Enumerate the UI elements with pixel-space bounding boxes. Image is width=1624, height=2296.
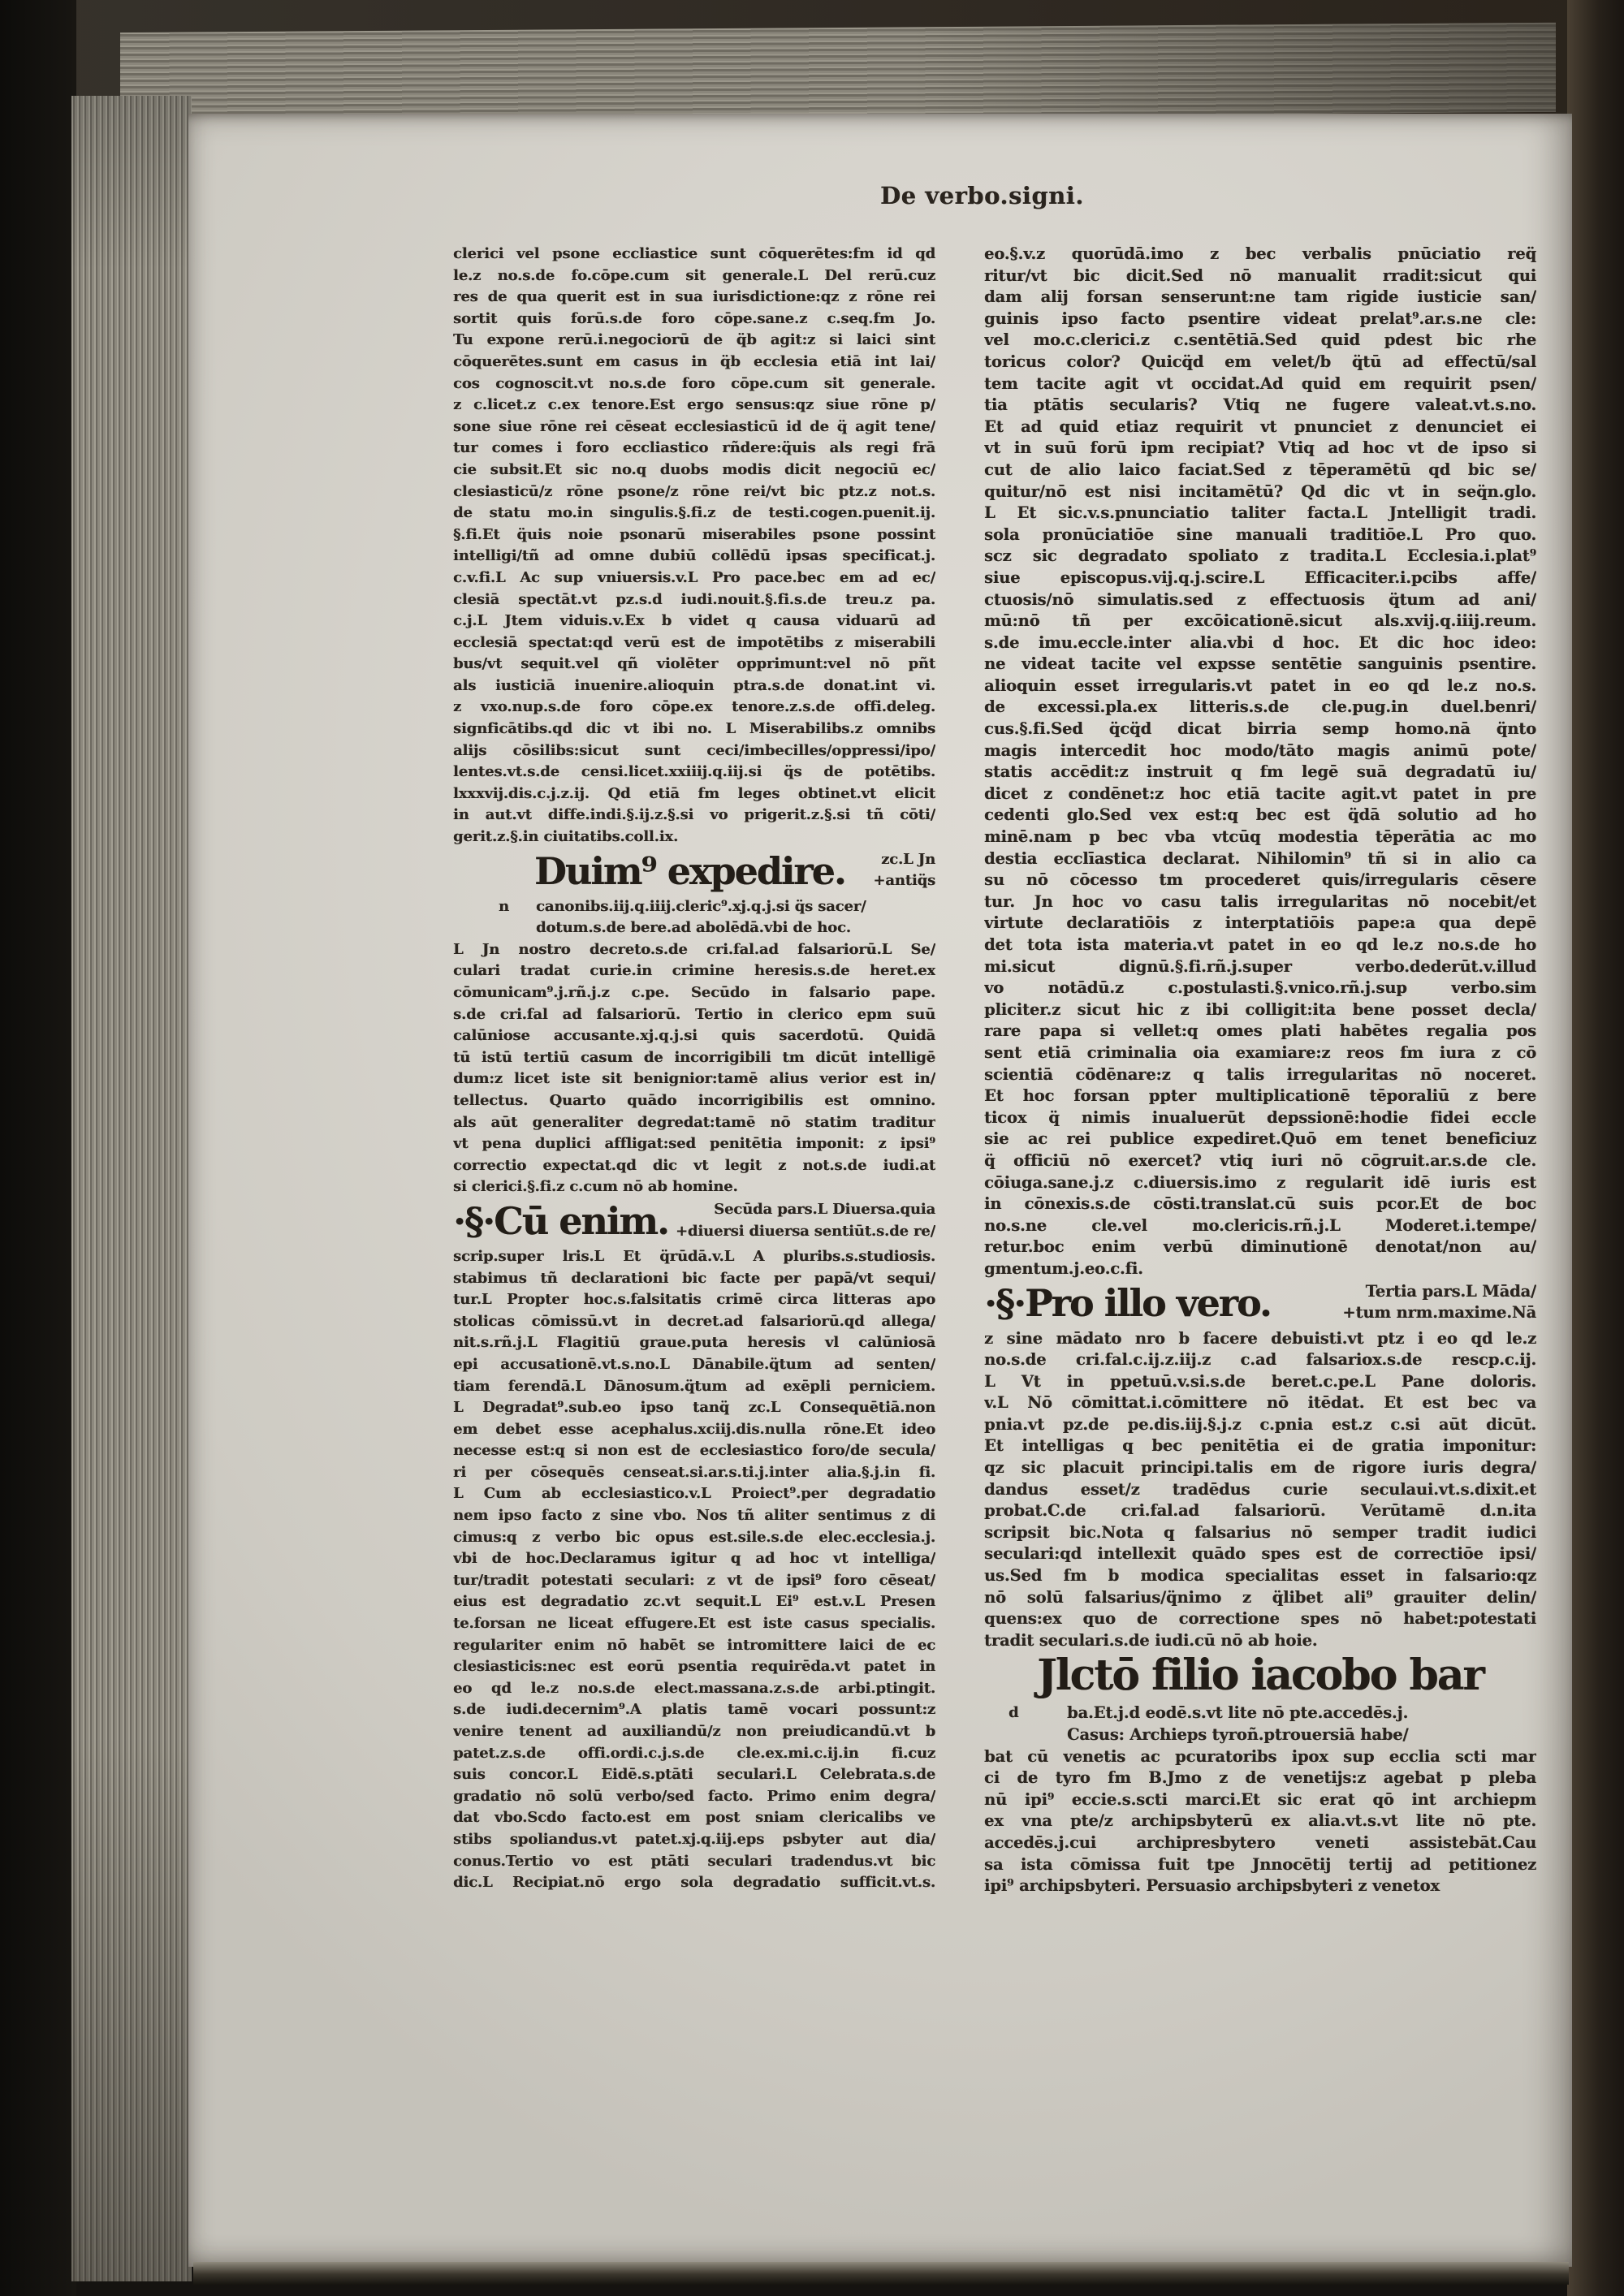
- text-line: tur. Jn hoc vo casu talis irregularitas nō nocebit/et: [984, 891, 1536, 911]
- text-line: epi accusationē.vt.s.no.L Dānabile.q̈tum ad senten/: [453, 1355, 935, 1373]
- text-line: tur comes i foro eccliastico rñdere:q̈uis als regi frā: [453, 439, 935, 457]
- text-line: z sine mādato nro b facere debuisti.vt ptz i eo qd le.z: [984, 1328, 1536, 1348]
- heading-side-line: zc.L Jn: [881, 850, 935, 868]
- heading-side-line: Tertia pars.L Māda/: [1365, 1281, 1536, 1301]
- text-line: calūniose accusante.xj.q.j.si quis sacerdotū. Quidā: [453, 1027, 935, 1045]
- text-line: retur.boc enim verbū diminutionē denotat/non au/: [984, 1237, 1536, 1257]
- text-line: lentes.vt.s.de censi.licet.xxiiij.q.iij.si q̈s de potētibs.: [453, 763, 935, 781]
- text-line: nem ipso facto z sine vbo. Nos tñ aliter sentimus z di: [453, 1507, 935, 1525]
- text-line: lxxxvij.dis.c.j.z.ij. Qd etiā fm leges obtinet.vt elicit: [453, 784, 935, 802]
- text-line: tem tacite agit vt occidat.Ad quid em requirit psen/: [984, 373, 1536, 393]
- text-line: su nō cōcesso tm procederet quis/irregularis cēsere: [984, 870, 1536, 890]
- text-line: ex vna pte/z archipsbyterū ex alia.vt.s.vt lite nō pte.: [984, 1811, 1536, 1831]
- heading-side-note: [676, 1199, 935, 1242]
- text-line: rare papa si vellet:q omes plati habētes regalia pos: [984, 1021, 1536, 1041]
- text-line: vt in suū forū ipm recipiat? Vtiq ad hoc vt de ipso si: [984, 438, 1536, 458]
- text-line: virtute declaratiōis z interptatiōis pape:a qua depē: [984, 913, 1536, 933]
- text-line: Tu expone rerū.i.negociorū de q̈b agit:z si laici sint: [453, 331, 935, 349]
- text-line: cimus:q z verbo bic opus est.sile.s.de elec.ecclesia.j.: [453, 1528, 935, 1546]
- text-line: vel mo.c.clerici.z c.sentētiā.Sed quid pdest bic rhe: [984, 330, 1536, 350]
- paragraph: [984, 244, 1536, 1280]
- text-line: signficātibs.qd dic vt ibi no. L Miserabilibs.z omnibs: [453, 720, 935, 738]
- text-line: no.s.de cri.fal.c.ij.z.iij.z c.ad falsariox.s.de rescp.c.ij.: [984, 1350, 1536, 1370]
- text-line: ecclesiā spectat:qd verū est de impotētibs z miserabili: [453, 633, 935, 651]
- section-heading-text: ·§·Cū enim.: [453, 1198, 669, 1243]
- text-line: bus/vt sequit.vel qñ violēter opprimunt:vel nō pñt: [453, 655, 935, 673]
- page-edges-bottom: [193, 2262, 1569, 2285]
- text-line: culari tradat curie.in crimine heresis.s.de heret.ex: [453, 962, 935, 980]
- text-line: stolicas cōmissū.vt in decret.ad falsariorū.qd allega/: [453, 1312, 935, 1330]
- text-line: tia ptātis secularis? Vtiq ne fugere valeat.vt.s.no.: [984, 395, 1536, 415]
- page-edges-left: [71, 96, 192, 2281]
- text-line: dandus esset/z tradēdus curie seculaui.vt.s.dixit.et: [984, 1479, 1536, 1499]
- text-line: tur/tradit potestati seculari: z vt de ipsi⁹ foro cēseat/: [453, 1571, 935, 1589]
- text-line: mū:nō tñ per excōicationē.sicut als.xvij.q.iiij.reum.: [984, 611, 1536, 631]
- text-line: stabimus tñ declarationi bic facte per papā/vt sequi/: [453, 1269, 935, 1287]
- text-line: dotum.s.de bere.ad abolēdā.vbi de hoc.: [536, 919, 851, 937]
- text-line: eo qd le.z no.s.de elect.massana.z.s.de arbi.ptingit.: [453, 1679, 935, 1697]
- text-line: alijs cōsilibs:sicut sunt ceci/imbecilles/oppressi/ipo/: [453, 741, 935, 759]
- text-line: scrip.super lris.L Et q̈rūdā.v.L A pluribs.s.studiosis.: [453, 1247, 935, 1265]
- text-line: dum:z licet iste sit benignior:tamē alius verior est in/: [453, 1070, 935, 1088]
- text-line: res de qua querit est in sua iurisdictione:qz z rōne rei: [453, 288, 935, 306]
- text-line: intelligi/tñ ad omne dubiū collēdū ipsas specificat.j.: [453, 547, 935, 565]
- text-line: sone siue rōne rei cēseat ecclesiasticū id de q̈ agit tene/: [453, 417, 935, 435]
- text-line: gmentum.j.eo.c.fi.: [984, 1258, 1143, 1278]
- text-line: cōmunicam⁹.j.rñ.j.z c.pe. Secūdo in falsario pape.: [453, 984, 935, 1001]
- section-heading-text: Jlctō filio iacobo bar: [1037, 1652, 1484, 1701]
- background-right: [1567, 0, 1624, 2296]
- paragraph: [453, 244, 935, 848]
- text-line: si clerici.§.fi.z c.cum nō ab homine.: [453, 1178, 738, 1196]
- text-line: te.forsan ne liceat effugere.Et est iste casus specialis.: [453, 1615, 935, 1633]
- text-line: suis concor.L Eidē.s.ptāti seculari.L Celebrata.s.de: [453, 1766, 935, 1784]
- text-line: L Et sic.v.s.pnunciatio taliter facta.L Jntelligit tradi.: [984, 503, 1536, 523]
- text-line: eo.§.v.z quorūdā.imo z bec verbalis pnūciatio req̈: [984, 244, 1536, 263]
- text-line: scripsit bic.Nota q falsarius nō semper tradit iudici: [984, 1522, 1536, 1542]
- text-line: toricus color? Quicq̈d em velet/b q̈tū ad effectū/sal: [984, 352, 1536, 371]
- text-line: probat.C.de cri.fal.ad falsariorū. Verūtamē d.n.ita: [984, 1501, 1536, 1521]
- text-line: cōquerētes.sunt em casus in q̈b ecclesia etiā int lai/: [453, 352, 935, 370]
- section-heading: [453, 1199, 935, 1245]
- column-left: [453, 244, 935, 1894]
- text-line: tiam ferendā.L Dānosum.q̈tum ad exēpli perniciem.: [453, 1377, 935, 1395]
- running-title: De verbo.signi.: [880, 182, 1084, 209]
- paragraph: [984, 1328, 1536, 1652]
- text-line: bat cū venetis ac pcuratoribs ipox sup ecclia scti mar: [984, 1746, 1536, 1766]
- text-line: L Vt in ppetuū.v.si.s.de beret.c.pe.L Pane doloris.: [984, 1371, 1536, 1391]
- text-line: in cōnexis.s.de cōsti.translat.cū suis pcor.Et de boc: [984, 1194, 1536, 1214]
- text-line: ticox q̈ nimis inualuerūt depssionē:hodie fidei eccle: [984, 1107, 1536, 1127]
- text-line: tellectus. Quarto quādo incorrigibilis est omnino.: [453, 1091, 935, 1109]
- text-line: us.Sed fm b modica specialitas esset in falsario:qz: [984, 1566, 1536, 1586]
- text-line: correctio expectat.qd dic vt legit z not.s.de iudi.at: [453, 1156, 935, 1174]
- text-line: det tota ista materia.vt patet in eo qd le.z no.s.de ho: [984, 935, 1536, 954]
- text-line: Casus: Archieps tyroñ.ptrouersiā habe/: [1067, 1725, 1409, 1744]
- text-line: nū ipi⁹ eccie.s.scti marci.Et sic erat qō int archiepm: [984, 1789, 1536, 1809]
- paragraph: [453, 1246, 935, 1894]
- text-line: L Cum ab ecclesiastico.v.L Proiect⁹.per degradatio: [453, 1485, 935, 1503]
- text-line: le.z no.s.de fo.cōpe.cum sit generale.L Del rerū.cuz: [453, 266, 935, 284]
- text-line: necesse est:q si non est de ecclesiastico foro/de secula/: [453, 1442, 935, 1460]
- text-line: vo notādū.z c.postulasti.§.vnico.rñ.j.sup verbo.sim: [984, 978, 1536, 998]
- text-line: magis intercedit hoc modo/tāto magis animū pote/: [984, 740, 1536, 760]
- text-line: gerit.z.§.in ciuitatibs.coll.ix.: [453, 828, 679, 846]
- text-line: dat vbo.Scdo facto.est em post sniam clericalibs ve: [453, 1809, 935, 1827]
- text-line: clesiasticis:nec est eorū psentia requirēda.vt patet in: [453, 1658, 935, 1676]
- text-line: dicet z condēnet:z hoc etiā tacite agit.vt patet in pre: [984, 783, 1536, 803]
- heading-side-line: +antiq̈s: [873, 872, 935, 890]
- text-line: siue episcopus.vij.q.j.scire.L Efficaciter.i.pcibs affe/: [984, 568, 1536, 587]
- text-line: venire tenent ad auxiliandū/z non preiudicandū.vt b: [453, 1723, 935, 1740]
- text-line: no.s.ne cle.vel mo.clericis.rñ.j.L Moderet.i.tempe/: [984, 1215, 1536, 1235]
- text-line: clesiā spectāt.vt pz.s.d iudi.nouit.§.fi.s.de treu.z pa.: [453, 590, 935, 608]
- text-line: ci de tyro fm B.Jmo z de venetijs:z agebat p pleba: [984, 1768, 1536, 1788]
- text-line: pnia.vt pz.de pe.dis.iij.§.j.z c.pnia est.z c.si aūt dicūt.: [984, 1414, 1536, 1434]
- text-line: tū istū tertiū casum de incorrigibili tm dicūt intelligē: [453, 1048, 935, 1066]
- text-line: s.de cri.fal ad falsariorū. Tertio in clerico epm suū: [453, 1005, 935, 1023]
- text-line: qz sic placuit principi.talis em de rigore iuris degra/: [984, 1458, 1536, 1478]
- text-line: ri per cōsequēs censeat.si.ar.s.ti.j.inter alia.§.j.in fi.: [453, 1463, 935, 1481]
- text-line: seculari:qd intellexit quādo spes est de correctiōe ipsi/: [984, 1544, 1536, 1564]
- text-line: guinis ipso facto psentire videat prelat⁹.ar.s.ne cle:: [984, 309, 1536, 328]
- text-line: ritur/vt bic dicit.Sed nō manualit rradit:sicut qui: [984, 265, 1536, 285]
- section-heading-text: ·§·Pro illo vero.: [984, 1280, 1271, 1325]
- text-line: §.fi.Et q̈uis noie psonarū miserabiles psone possint: [453, 525, 935, 543]
- text-line: v.L Nō cōmittat.i.cōmittere nō itēdat. Et est bec va: [984, 1393, 1536, 1413]
- text-line: scz sic degradato spoliato z tradita.L Ecclesia.i.plat⁹: [984, 546, 1536, 566]
- text-line: Et hoc forsan ppter multiplicationē tēporaliū z bere: [984, 1086, 1536, 1106]
- text-line: accedēs.j.cui archipresbytero veneti assistebāt.Cau: [984, 1832, 1536, 1852]
- text-line: sent etiā criminalia oia examiare:z reos fm iura z cō: [984, 1042, 1536, 1062]
- text-line: cus.§.fi.Sed q̈cq̈d dicat birria semp homo.nā q̈nto: [984, 719, 1536, 739]
- heading-side-line: +tum nrm.maxime.Nā: [1342, 1303, 1536, 1323]
- text-line: in aut.vt diffe.indi.§.ij.z.§.si vo prigerit.z.§.si tñ cōti/: [453, 806, 935, 824]
- text-line: ba.Et.j.d eodē.s.vt lite nō pte.accedēs.j.: [1067, 1703, 1409, 1723]
- book-page: [188, 114, 1572, 2267]
- text-line: Et intelligas q bec penitētia ei de gratia imponitur:: [984, 1436, 1536, 1456]
- text-line: cos cognoscit.vt no.s.de foro cōpe.cum sit generale.: [453, 374, 935, 392]
- text-line: canonibs.iij.q.iiij.cleric⁹.xj.q.j.si q̈s sacer/: [536, 897, 866, 915]
- text-line: vbi de hoc.Declaramus igitur q ad hoc vt intelliga/: [453, 1550, 935, 1568]
- heading-side-note: [873, 849, 935, 892]
- text-line: de statu mo.in singulis.§.fi.z de testi.cogen.puenit.ij.: [453, 504, 935, 522]
- column-right: [984, 244, 1536, 1897]
- section-heading-text: Duim⁹ expedire.: [534, 848, 845, 893]
- text-line: tradit seculari.s.de iudi.cū nō ab hoie.: [984, 1630, 1318, 1650]
- text-line: clesiasticū/z rōne psone/z rōne rei/vt bic ptz.z not.s.: [453, 482, 935, 500]
- text-line: tur.L Propter hoc.s.falsitatis crimē circa litteras apo: [453, 1291, 935, 1309]
- text-line: quens:ex quo de correctione spes nō habet:potestati: [984, 1609, 1536, 1629]
- heading-side-note: [1342, 1281, 1536, 1324]
- text-line: alioquin esset irregularis.vt patet in eo qd le.z no.s.: [984, 675, 1536, 695]
- text-line: cie subsit.Et sic no.q duobs modis dicit negociū ec/: [453, 460, 935, 478]
- text-line: conus.Tertio vo est ptāti seculari tradendus.vt bic: [453, 1852, 935, 1870]
- text-line: cōiuga.sane.j.z c.diuersis.imo z regularit idē iuris est: [984, 1172, 1536, 1192]
- text-line: c.j.L Jtem viduis.v.Ex b videt q causa viduarū ad: [453, 612, 935, 630]
- text-line: nō solū falsarius/q̈nimo z q̈libet ali⁹ grauiter delin/: [984, 1587, 1536, 1607]
- text-line: Et ad quid etiaz requirit vt pnunciet z denunciet ei: [984, 416, 1536, 436]
- paragraph: [984, 1703, 1536, 1897]
- text-line: eius est degradatio zc.vt sequit.L Ei⁹ est.v.L Presen: [453, 1593, 935, 1611]
- text-line: clerici vel psone eccliastice sunt cōquerētes:fm id qd: [453, 245, 935, 262]
- text-line: z vxo.nup.s.de foro cōpe.ex tenore.z.s.de offi.deleg.: [453, 698, 935, 716]
- text-line: cut de alio laico faciat.Sed z tēperamētū qd bic se/: [984, 460, 1536, 479]
- text-line: sortit quis forū.s.de foro cōpe.sane.z c.seq.fm Jo.: [453, 309, 935, 327]
- text-line: regulariter enim nō habēt se intromittere laici de ec: [453, 1636, 935, 1654]
- text-line: sie ac rei publice expediret.Quō em tenet beneficiuz: [984, 1129, 1536, 1149]
- text-line: ctuosis/nō simulatis.sed z effectuosis q̈tum ad ani/: [984, 589, 1536, 609]
- text-line: stibs spoliandus.vt patet.xj.q.iij.eps psbyter aut dia/: [453, 1830, 935, 1848]
- heading-side-line: Secūda pars.L Diuersa.quia: [714, 1200, 935, 1218]
- text-line: pliciter.z sicut hic z ibi colligit:ita bene posset decla/: [984, 999, 1536, 1019]
- text-line: patet.z.s.de offi.ordi.c.j.s.de cle.ex.mi.c.ij.in fi.cuz: [453, 1744, 935, 1762]
- text-line: vt pena duplici affligat:sed penitētia imponit: z ipsi⁹: [453, 1135, 935, 1153]
- text-line: nit.s.rñ.j.L Flagitiū graue.puta heresis vl calūniosā: [453, 1334, 935, 1352]
- section-heading: [984, 1281, 1536, 1327]
- text-line: s.de iudi.decernim⁹.A platis tamē vocari possunt:z: [453, 1701, 935, 1719]
- text-line: cedenti glo.Sed vex est:q bec est q̈dā solutio ad ho: [984, 805, 1536, 825]
- text-line: als aūt generaliter degredat:tamē nō statim traditur: [453, 1113, 935, 1131]
- guide-letter: n: [499, 897, 510, 915]
- text-line: dic.L Recipiat.nō ergo sola degradatio sufficit.vt.s.: [453, 1874, 935, 1892]
- section-heading: [453, 849, 935, 895]
- text-line: scientiā cōdēnare:z q talis irregularitas nō noceret.: [984, 1064, 1536, 1084]
- text-line: destia ecclīastica declarat. Nihilomin⁹ tñ si in alio ca: [984, 848, 1536, 868]
- text-line: minē.nam p bec vba vtcūq modestia tēperātia ac mo: [984, 827, 1536, 847]
- text-line: ne videat tacite vel expsse sentētie sanguinis psentire.: [984, 654, 1536, 674]
- text-line: L Jn nostro decreto.s.de cri.fal.ad falsariorū.L Se/: [453, 940, 935, 958]
- text-line: c.v.fi.L Ac sup vniuersis.v.L Pro pace.bec em ad ec/: [453, 568, 935, 586]
- text-line: quitur/nō est nisi incitamētū? Qd dic vt in seq̈n.glo.: [984, 481, 1536, 501]
- text-line: sola pronūciatiōe sine manuali traditiōe.L Pro quo.: [984, 524, 1536, 544]
- page-edges-top: [120, 23, 1556, 122]
- text-line: s.de imu.eccle.inter alia.vbi d hoc. Et dic hoc ideo:: [984, 632, 1536, 652]
- background-left: [0, 0, 76, 2296]
- text-line: de excessi.pla.ex litteris.s.de cle.pug.in duel.benri/: [984, 697, 1536, 717]
- text-line: sa ista cōmissa fuit tpe Jnnocētij tertij ad petitionez: [984, 1854, 1536, 1874]
- text-line: z c.licet.z c.ex tenore.Est ergo sensus:qz siue rōne p/: [453, 396, 935, 414]
- text-line: em debet esse acephalus.xciij.dis.nulla rōne.Et ideo: [453, 1420, 935, 1438]
- guide-letter: d: [1009, 1704, 1019, 1722]
- text-line: gradatio nō solū verbo/sed facto. Primo enim degra/: [453, 1787, 935, 1805]
- paragraph: [453, 896, 935, 1198]
- text-line: als iusticiā inuenire.alioquin ptra.s.de donat.int vi.: [453, 676, 935, 694]
- text-line: ipi⁹ archipsbyteri. Persuasio archipsbyteri z venetox: [984, 1876, 1440, 1896]
- text-line: statis accēdit:z instruit q fm legē suā degradatū iu/: [984, 762, 1536, 782]
- section-heading: [984, 1652, 1536, 1701]
- text-line: L Degradat⁹.sub.eo ipso tanq̈ zc.L Consequētiā.non: [453, 1399, 935, 1417]
- heading-side-line: +diuersi diuersa sentiūt.s.de re/: [675, 1222, 935, 1240]
- text-line: mi.sicut dignū.§.fi.rñ.j.super verbo.dederūt.v.illud: [984, 956, 1536, 976]
- text-line: dam alij forsan senserunt:ne tam rigide iusticie san/: [984, 287, 1536, 307]
- text-line: q̈ officiū nō exercet? vtiq iuri nō cōgruit.ar.s.de cle.: [984, 1150, 1536, 1170]
